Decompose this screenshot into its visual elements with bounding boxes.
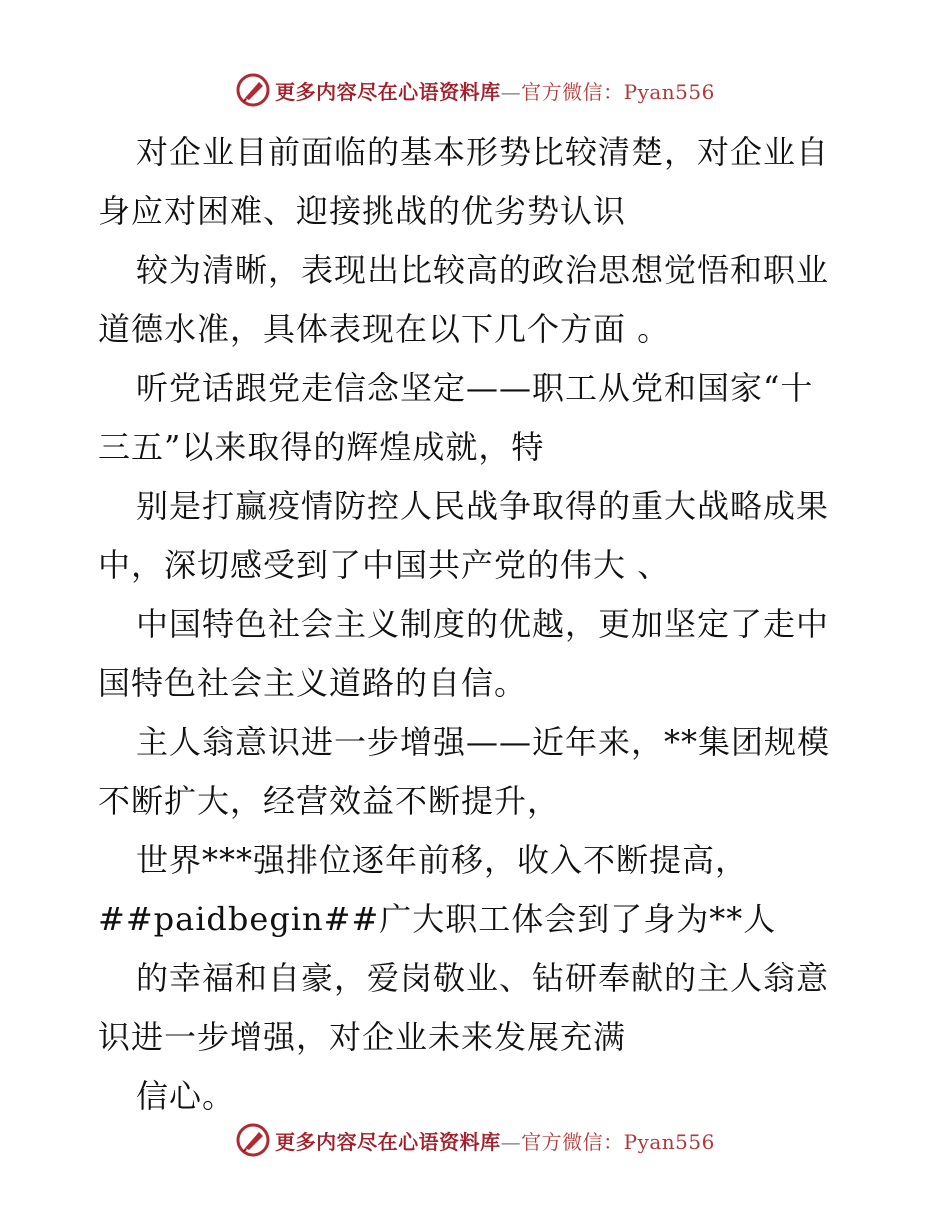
watermark-text (275, 1126, 715, 1155)
paragraph-line: 信心。 (136, 1077, 236, 1115)
document-body (98, 123, 858, 1126)
watermark-brand: 更多内容尽在心语资料库 (275, 1129, 501, 1154)
paragraph-line: 不断扩大，经营效益不断提升， (98, 782, 561, 820)
pen-logo-icon (235, 1122, 271, 1158)
footer-watermark (0, 1120, 950, 1160)
watermark-separator: — (500, 79, 522, 104)
paragraph-line: 别是打赢疫情防控人民战争取得的重大战略成果 (136, 487, 830, 525)
paragraph-line: 主人翁意识进一步增强——近年来，**集团规模 (136, 723, 831, 761)
paragraph-line: 较为清晰，表现出比较高的政治思想觉悟和职业 (136, 251, 830, 289)
paragraph-line: 国特色社会主义道路的自信。 (98, 664, 528, 702)
watermark-wechat: 官方微信：Pyan556 (521, 79, 715, 104)
paragraph-line: 世界***强排位逐年前移，收入不断提高， (136, 841, 749, 879)
paragraph-line: 三五”以来取得的辉煌成就，特 (98, 428, 545, 466)
paragraph-line: 的幸福和自豪，爱岗敬业、钻研奉献的主人翁意 (136, 959, 830, 997)
paragraph-line: 对企业目前面临的基本形势比较清楚，对企业自 (136, 133, 830, 171)
paragraph-line: 听党话跟党走信念坚定——职工从党和国家“十 (136, 369, 814, 407)
paragraph-line: 中国特色社会主义制度的优越，更加坚定了走中 (136, 605, 830, 643)
paragraph-line: ##paidbegin##广大职工体会到了身为**人 (98, 900, 777, 938)
paragraph-line: 识进一步增强，对企业未来发展充满 (98, 1018, 627, 1056)
watermark-wechat: 官方微信：Pyan556 (521, 1129, 715, 1154)
watermark-text (275, 76, 715, 105)
watermark-brand: 更多内容尽在心语资料库 (275, 79, 501, 104)
watermark-separator: — (500, 1129, 522, 1154)
paragraph-line: 身应对困难、迎接挑战的优劣势认识 (98, 192, 627, 230)
pen-logo-icon (235, 72, 271, 108)
header-watermark (0, 70, 950, 110)
paragraph-line: 道德水准，具体表现在以下几个方面 。 (98, 310, 671, 348)
paragraph-line: 中，深切感受到了中国共产党的伟大 、 (98, 546, 671, 584)
